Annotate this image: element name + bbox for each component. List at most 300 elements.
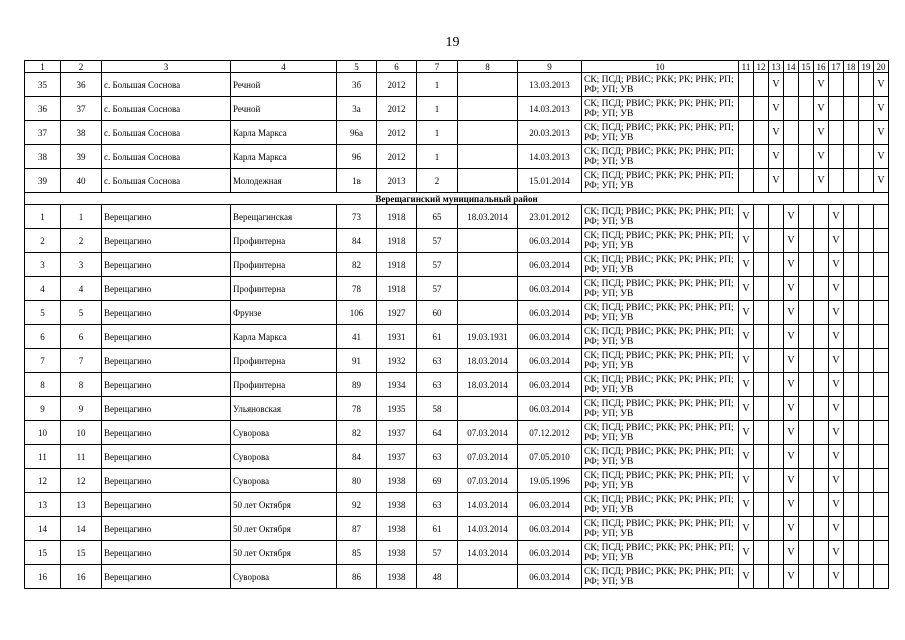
mark-col-17: V	[829, 325, 844, 349]
mark-col-16	[814, 541, 829, 565]
work-types: СК; ПСД; РВИС; РКК; РК; РНК; РП; РФ; УП; УВ	[582, 121, 739, 145]
mark-col-17: V	[829, 373, 844, 397]
work-types: СК; ПСД; РВИС; РКК; РК; РНК; РП; РФ; УП; УВ	[582, 145, 739, 169]
mark-col-13	[769, 205, 784, 229]
passport-date: 07.05.2010	[518, 445, 582, 469]
list-number: 7	[61, 349, 102, 373]
mark-col-12	[754, 469, 769, 493]
mark-col-19	[859, 445, 874, 469]
passport-date: 06.03.2014	[518, 565, 582, 589]
year-built: 1931	[377, 325, 417, 349]
row-number: 36	[25, 97, 61, 121]
mark-col-16: V	[814, 145, 829, 169]
mark-col-17	[829, 97, 844, 121]
mark-col-20	[874, 253, 889, 277]
mark-col-17	[829, 169, 844, 193]
mark-col-13	[769, 445, 784, 469]
mark-col-12	[754, 73, 769, 97]
mark-col-13: V	[769, 73, 784, 97]
row-number: 37	[25, 121, 61, 145]
mark-col-15	[799, 97, 814, 121]
passport-date: 19.05.1996	[518, 469, 582, 493]
passport-date: 06.03.2014	[518, 493, 582, 517]
mark-col-15	[799, 205, 814, 229]
mark-col-11: V	[739, 301, 754, 325]
inspection-date: 18.03.2014	[458, 205, 518, 229]
list-number: 1	[61, 205, 102, 229]
passport-date: 15.01.2014	[518, 169, 582, 193]
mark-col-15	[799, 277, 814, 301]
work-types: СК; ПСД; РВИС; РКК; РК; РНК; РП; РФ; УП; УВ	[582, 349, 739, 373]
mark-col-12	[754, 421, 769, 445]
mark-col-13	[769, 421, 784, 445]
mark-col-16	[814, 229, 829, 253]
year-built: 1938	[377, 493, 417, 517]
year-built: 1934	[377, 373, 417, 397]
street-name: Речной	[231, 73, 337, 97]
mark-col-14: V	[784, 301, 799, 325]
work-types: СК; ПСД; РВИС; РКК; РК; РНК; РП; РФ; УП; УВ	[582, 205, 739, 229]
settlement-name: Верещагино	[102, 277, 231, 301]
inspection-date	[458, 169, 518, 193]
passport-date: 06.03.2014	[518, 373, 582, 397]
mark-col-20	[874, 373, 889, 397]
street-name: Суворова	[231, 445, 337, 469]
house-number: 1в	[337, 169, 377, 193]
passport-date: 06.03.2014	[518, 541, 582, 565]
house-number: 86	[337, 565, 377, 589]
list-number: 9	[61, 397, 102, 421]
mark-col-11: V	[739, 253, 754, 277]
mark-col-17: V	[829, 445, 844, 469]
passport-date: 06.03.2014	[518, 301, 582, 325]
mark-col-16	[814, 325, 829, 349]
settlement-name: Верещагино	[102, 301, 231, 325]
row-number: 3	[25, 253, 61, 277]
table-row	[25, 421, 889, 445]
mark-col-16: V	[814, 169, 829, 193]
mark-col-13	[769, 565, 784, 589]
list-number: 15	[61, 541, 102, 565]
passport-date: 23.01.2012	[518, 205, 582, 229]
row-number: 13	[25, 493, 61, 517]
column-header-17: 17	[829, 61, 844, 73]
house-number: 92	[337, 493, 377, 517]
mark-col-20: V	[874, 97, 889, 121]
mark-col-20	[874, 277, 889, 301]
mark-col-16	[814, 421, 829, 445]
mark-col-18	[844, 373, 859, 397]
column-header-3: 3	[102, 61, 231, 73]
street-name: Молодежная	[231, 169, 337, 193]
mark-col-11: V	[739, 517, 754, 541]
table-row	[25, 229, 889, 253]
list-number: 6	[61, 325, 102, 349]
wear-percent: 60	[417, 301, 458, 325]
wear-percent: 58	[417, 397, 458, 421]
table-row	[25, 277, 889, 301]
mark-col-14: V	[784, 349, 799, 373]
mark-col-13	[769, 349, 784, 373]
street-name: Карла Маркса	[231, 121, 337, 145]
list-number: 16	[61, 565, 102, 589]
mark-col-14: V	[784, 397, 799, 421]
column-header-18: 18	[844, 61, 859, 73]
inspection-date: 07.03.2014	[458, 469, 518, 493]
settlement-name: Верещагино	[102, 541, 231, 565]
year-built: 1918	[377, 277, 417, 301]
column-header-1: 1	[25, 61, 61, 73]
mark-col-14	[784, 169, 799, 193]
passport-date: 06.03.2014	[518, 397, 582, 421]
mark-col-16	[814, 493, 829, 517]
mark-col-17: V	[829, 253, 844, 277]
mark-col-11: V	[739, 373, 754, 397]
mark-col-18	[844, 169, 859, 193]
year-built: 2012	[377, 73, 417, 97]
street-name: Ульяновская	[231, 397, 337, 421]
house-number: 84	[337, 229, 377, 253]
work-types: СК; ПСД; РВИС; РКК; РК; РНК; РП; РФ; УП; УВ	[582, 445, 739, 469]
column-header-13: 13	[769, 61, 784, 73]
passport-date: 13.03.2013	[518, 73, 582, 97]
street-name: Профинтерна	[231, 253, 337, 277]
list-number: 2	[61, 229, 102, 253]
mark-col-19	[859, 541, 874, 565]
row-number: 38	[25, 145, 61, 169]
mark-col-15	[799, 373, 814, 397]
settlement-name: с. Большая Соснова	[102, 121, 231, 145]
mark-col-17: V	[829, 397, 844, 421]
mark-col-12	[754, 301, 769, 325]
year-built: 2013	[377, 169, 417, 193]
list-number: 11	[61, 445, 102, 469]
house-number: 85	[337, 541, 377, 565]
mark-col-12	[754, 229, 769, 253]
mark-col-15	[799, 445, 814, 469]
mark-col-19	[859, 97, 874, 121]
column-header-5: 5	[337, 61, 377, 73]
mark-col-18	[844, 205, 859, 229]
work-types: СК; ПСД; РВИС; РКК; РК; РНК; РП; РФ; УП; УВ	[582, 229, 739, 253]
row-number: 2	[25, 229, 61, 253]
column-header-7: 7	[417, 61, 458, 73]
street-name: Карла Маркса	[231, 325, 337, 349]
mark-col-17: V	[829, 517, 844, 541]
mark-col-16	[814, 349, 829, 373]
mark-col-20	[874, 493, 889, 517]
work-types: СК; ПСД; РВИС; РКК; РК; РНК; РП; РФ; УП; УВ	[582, 517, 739, 541]
street-name: Суворова	[231, 565, 337, 589]
house-number: 96а	[337, 121, 377, 145]
mark-col-18	[844, 97, 859, 121]
mark-col-12	[754, 445, 769, 469]
mark-col-20	[874, 205, 889, 229]
mark-col-19	[859, 469, 874, 493]
mark-col-17: V	[829, 565, 844, 589]
house-number: 3б	[337, 73, 377, 97]
house-number: 73	[337, 205, 377, 229]
table-row	[25, 301, 889, 325]
wear-percent: 63	[417, 349, 458, 373]
mark-col-19	[859, 565, 874, 589]
mark-col-14: V	[784, 325, 799, 349]
table-row	[25, 205, 889, 229]
mark-col-15	[799, 121, 814, 145]
mark-col-19	[859, 325, 874, 349]
mark-col-19	[859, 277, 874, 301]
inspection-date: 18.03.2014	[458, 349, 518, 373]
mark-col-17: V	[829, 277, 844, 301]
mark-col-15	[799, 325, 814, 349]
inspection-date: 18.03.2014	[458, 373, 518, 397]
mark-col-11	[739, 169, 754, 193]
row-number: 5	[25, 301, 61, 325]
mark-col-12	[754, 541, 769, 565]
mark-col-12	[754, 565, 769, 589]
work-types: СК; ПСД; РВИС; РКК; РК; РНК; РП; РФ; УП; УВ	[582, 169, 739, 193]
work-types: СК; ПСД; РВИС; РКК; РК; РНК; РП; РФ; УП; УВ	[582, 397, 739, 421]
mark-col-13	[769, 469, 784, 493]
mark-col-19	[859, 73, 874, 97]
mark-col-11: V	[739, 229, 754, 253]
mark-col-12	[754, 205, 769, 229]
column-header-15: 15	[799, 61, 814, 73]
mark-col-16: V	[814, 97, 829, 121]
inspection-date: 14.03.2014	[458, 517, 518, 541]
year-built: 1938	[377, 565, 417, 589]
year-built: 1927	[377, 301, 417, 325]
year-built: 1938	[377, 517, 417, 541]
year-built: 2012	[377, 97, 417, 121]
list-number: 8	[61, 373, 102, 397]
mark-col-19	[859, 517, 874, 541]
work-types: СК; ПСД; РВИС; РКК; РК; РНК; РП; РФ; УП; УВ	[582, 373, 739, 397]
street-name: Профинтерна	[231, 277, 337, 301]
street-name: Суворова	[231, 421, 337, 445]
mark-col-11: V	[739, 349, 754, 373]
mark-col-20: V	[874, 145, 889, 169]
wear-percent: 48	[417, 565, 458, 589]
street-name: 50 лет Октября	[231, 541, 337, 565]
wear-percent: 1	[417, 121, 458, 145]
mark-col-20	[874, 469, 889, 493]
passport-date: 07.12.2012	[518, 421, 582, 445]
mark-col-15	[799, 301, 814, 325]
mark-col-15	[799, 397, 814, 421]
mark-col-16	[814, 445, 829, 469]
mark-col-11	[739, 97, 754, 121]
passport-date: 06.03.2014	[518, 517, 582, 541]
list-number: 37	[61, 97, 102, 121]
column-header-16: 16	[814, 61, 829, 73]
list-number: 13	[61, 493, 102, 517]
mark-col-17: V	[829, 301, 844, 325]
table-row	[25, 169, 889, 193]
settlement-name: Верещагино	[102, 373, 231, 397]
street-name: 50 лет Октября	[231, 517, 337, 541]
wear-percent: 69	[417, 469, 458, 493]
mark-col-14: V	[784, 493, 799, 517]
mark-col-11: V	[739, 541, 754, 565]
mark-col-14: V	[784, 541, 799, 565]
mark-col-12	[754, 121, 769, 145]
inspection-date	[458, 253, 518, 277]
year-built: 2012	[377, 121, 417, 145]
column-header-4: 4	[231, 61, 337, 73]
passport-date: 20.03.2013	[518, 121, 582, 145]
mark-col-14: V	[784, 229, 799, 253]
list-number: 10	[61, 421, 102, 445]
settlement-name: Верещагино	[102, 445, 231, 469]
mark-col-15	[799, 169, 814, 193]
mark-col-11: V	[739, 397, 754, 421]
column-header-14: 14	[784, 61, 799, 73]
wear-percent: 1	[417, 97, 458, 121]
mark-col-19	[859, 169, 874, 193]
street-name: Профинтерна	[231, 373, 337, 397]
mark-col-14: V	[784, 205, 799, 229]
mark-col-11: V	[739, 493, 754, 517]
year-built: 1937	[377, 421, 417, 445]
row-number: 11	[25, 445, 61, 469]
mark-col-19	[859, 229, 874, 253]
row-number: 39	[25, 169, 61, 193]
mark-col-19	[859, 145, 874, 169]
work-types: СК; ПСД; РВИС; РКК; РК; РНК; РП; РФ; УП; УВ	[582, 253, 739, 277]
house-number: 78	[337, 277, 377, 301]
mark-col-20	[874, 229, 889, 253]
mark-col-14: V	[784, 517, 799, 541]
mark-col-12	[754, 277, 769, 301]
list-number: 40	[61, 169, 102, 193]
row-number: 14	[25, 517, 61, 541]
year-built: 1932	[377, 349, 417, 373]
table-row	[25, 469, 889, 493]
mark-col-14: V	[784, 253, 799, 277]
mark-col-18	[844, 517, 859, 541]
settlement-name: с. Большая Соснова	[102, 145, 231, 169]
section-title: Верещагинский муниципальный район	[25, 193, 889, 205]
settlement-name: Верещагино	[102, 397, 231, 421]
mark-col-13	[769, 229, 784, 253]
mark-col-11	[739, 121, 754, 145]
mark-col-19	[859, 421, 874, 445]
house-number: 106	[337, 301, 377, 325]
mark-col-15	[799, 469, 814, 493]
work-types: СК; ПСД; РВИС; РКК; РК; РНК; РП; РФ; УП; УВ	[582, 469, 739, 493]
inspection-date: 19.03.1931	[458, 325, 518, 349]
mark-col-11: V	[739, 445, 754, 469]
table-row	[25, 373, 889, 397]
mark-col-16	[814, 301, 829, 325]
house-number: 3а	[337, 97, 377, 121]
mark-col-16	[814, 277, 829, 301]
settlement-name: Верещагино	[102, 493, 231, 517]
settlement-name: с. Большая Соснова	[102, 97, 231, 121]
mark-col-11: V	[739, 421, 754, 445]
mark-col-13	[769, 301, 784, 325]
year-built: 1918	[377, 205, 417, 229]
mark-col-12	[754, 349, 769, 373]
year-built: 1938	[377, 541, 417, 565]
row-number: 16	[25, 565, 61, 589]
mark-col-11: V	[739, 469, 754, 493]
wear-percent: 63	[417, 493, 458, 517]
inspection-date	[458, 97, 518, 121]
mark-col-15	[799, 517, 814, 541]
work-types: СК; ПСД; РВИС; РКК; РК; РНК; РП; РФ; УП; УВ	[582, 541, 739, 565]
work-types: СК; ПСД; РВИС; РКК; РК; РНК; РП; РФ; УП; УВ	[582, 277, 739, 301]
mark-col-13: V	[769, 97, 784, 121]
table-row	[25, 349, 889, 373]
mark-col-16	[814, 469, 829, 493]
wear-percent: 57	[417, 229, 458, 253]
mark-col-20	[874, 445, 889, 469]
row-number: 4	[25, 277, 61, 301]
settlement-name: с. Большая Соснова	[102, 73, 231, 97]
mark-col-18	[844, 145, 859, 169]
mark-col-18	[844, 469, 859, 493]
wear-percent: 61	[417, 325, 458, 349]
inspection-date	[458, 397, 518, 421]
table-row	[25, 397, 889, 421]
column-header-12: 12	[754, 61, 769, 73]
wear-percent: 57	[417, 541, 458, 565]
inspection-date	[458, 121, 518, 145]
mark-col-14: V	[784, 277, 799, 301]
wear-percent: 2	[417, 169, 458, 193]
mark-col-13	[769, 541, 784, 565]
mark-col-13	[769, 373, 784, 397]
mark-col-20: V	[874, 121, 889, 145]
table-row	[25, 541, 889, 565]
row-number: 10	[25, 421, 61, 445]
mark-col-16	[814, 517, 829, 541]
mark-col-18	[844, 493, 859, 517]
settlement-name: Верещагино	[102, 469, 231, 493]
row-number: 15	[25, 541, 61, 565]
mark-col-13	[769, 253, 784, 277]
house-number: 91	[337, 349, 377, 373]
mark-col-17	[829, 73, 844, 97]
street-name: Карла Маркса	[231, 145, 337, 169]
mark-col-12	[754, 253, 769, 277]
mark-col-20	[874, 421, 889, 445]
mark-col-20	[874, 301, 889, 325]
mark-col-14: V	[784, 421, 799, 445]
page-number: 19	[445, 35, 460, 50]
mark-col-18	[844, 229, 859, 253]
mark-col-19	[859, 253, 874, 277]
mark-col-12	[754, 493, 769, 517]
mark-col-19	[859, 205, 874, 229]
row-number: 8	[25, 373, 61, 397]
mark-col-13	[769, 397, 784, 421]
settlement-name: Верещагино	[102, 325, 231, 349]
settlement-name: Верещагино	[102, 421, 231, 445]
passport-date: 06.03.2014	[518, 349, 582, 373]
wear-percent: 64	[417, 421, 458, 445]
house-number: 78	[337, 397, 377, 421]
list-number: 39	[61, 145, 102, 169]
inspection-date: 14.03.2014	[458, 541, 518, 565]
mark-col-13	[769, 493, 784, 517]
mark-col-20	[874, 349, 889, 373]
work-types: СК; ПСД; РВИС; РКК; РК; РНК; РП; РФ; УП; УВ	[582, 565, 739, 589]
row-number: 7	[25, 349, 61, 373]
mark-col-18	[844, 349, 859, 373]
